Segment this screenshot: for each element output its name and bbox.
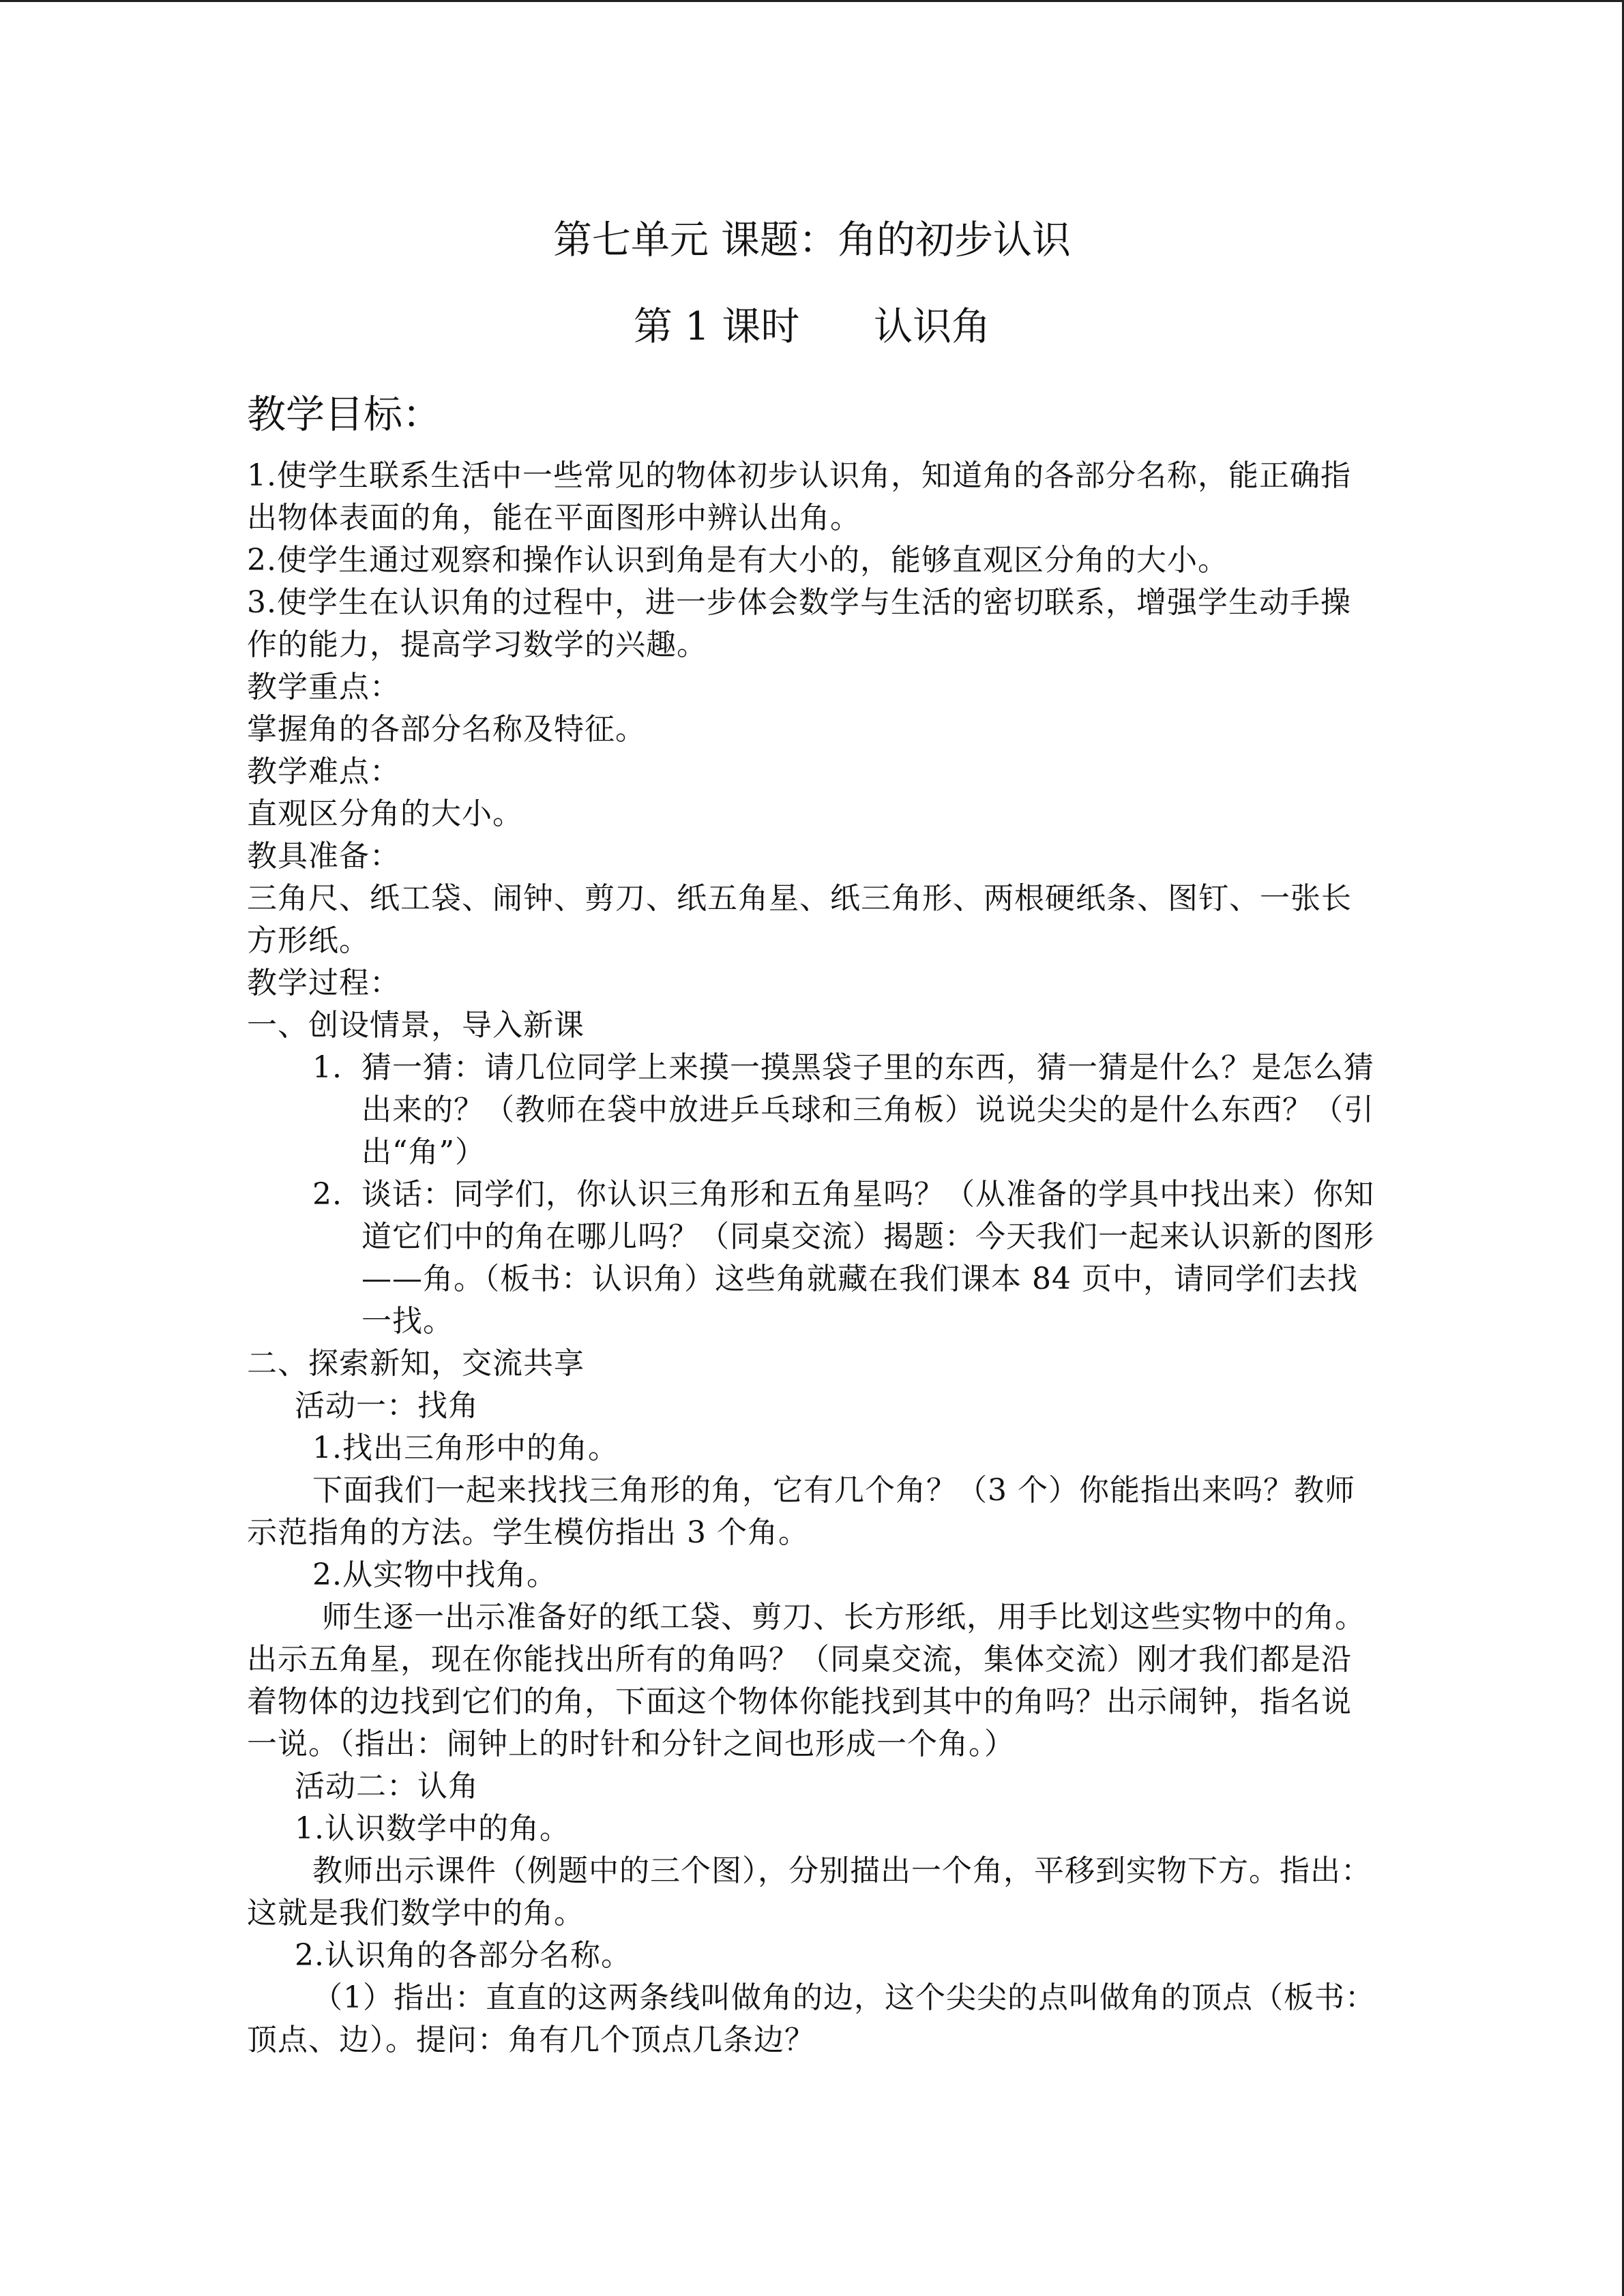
list-item-text: 猜一猜：请几位同学上来摸一摸黑袋子里的东西，猜一猜是什么？是怎么猜出来的？（教师在袋中放进乒乓球和三角板）说说尖尖的是什么东西？（引出“角”） <box>361 1050 1374 1169</box>
activity1-step1: 1.找出三角形中的角。 <box>312 1431 619 1465</box>
page-top-border <box>0 0 1624 2</box>
list-item <box>247 1174 1379 1343</box>
goals-heading: 教学目标： <box>247 392 441 437</box>
activity2-step2-text: （1）指出：直直的这两条线叫做角的边，这个尖尖的点叫做角的顶点（板书：顶点、边）。提问：角有几个顶点几条边？ <box>247 1980 1376 2057</box>
activity2-heading: 活动二：认角 <box>295 1769 479 1804</box>
difficulty-text: 直观区分角的大小。 <box>247 796 523 831</box>
activity2-step2: 2.认识角的各部分名称。 <box>295 1938 632 1973</box>
section2-heading: 二、探索新知，交流共享 <box>247 1346 585 1381</box>
list-item <box>247 1047 1379 1174</box>
page-title: 第七单元 课题：角的初步认识 <box>552 218 1072 263</box>
key-text: 掌握角的各部分名称及特征。 <box>247 712 646 747</box>
activity1-step1-text: 下面我们一起来找找三角形的角，它有几个角？（3 个）你能指出来吗？教师示范指角的方法。学生模仿指出 3 个角。 <box>247 1473 1355 1550</box>
activity2-step1-text: 教师出示课件（例题中的三个图），分别描出一个角，平移到实物下方。指出：这就是我们数学中的角。 <box>247 1853 1372 1930</box>
list-item-text: 谈话：同学们，你认识三角形和五角星吗？（从准备的学具中找出来）你知道它们中的角在哪儿吗？（同桌交流）揭题：今天我们一起来认识新的图形——角。（板书：认识角）这些角就藏在我们课本 84 页中，请同学们去找一找。 <box>361 1177 1374 1339</box>
list-item-number: 2. <box>312 1177 342 1212</box>
goal-item-3: 3.使学生在认识角的过程中，进一步体会数学与生活的密切联系，增强学生动手操作的能力，提高学习数学的兴趣。 <box>247 585 1351 662</box>
goal-item-2: 2.使学生通过观察和操作认识到角是有大小的，能够直观区分角的大小。 <box>247 543 1228 578</box>
activity2-step1: 1.认识数学中的角。 <box>295 1811 570 1846</box>
tools-heading: 教具准备： <box>247 839 400 874</box>
activity1-step2: 2.从实物中找角。 <box>312 1557 557 1592</box>
key-heading: 教学重点： <box>247 670 400 704</box>
goal-item-1: 1.使学生联系生活中一些常见的物体初步认识角，知道角的各部分名称，能正确指出物体表面的角，能在平面图形中辨认出角。 <box>247 458 1351 535</box>
list-item-number: 1. <box>312 1050 342 1085</box>
tools-text: 三角尺、纸工袋、闹钟、剪刀、纸五角星、纸三角形、两根硬纸条、图钉、一张长方形纸。 <box>247 881 1352 958</box>
lesson-title: 第 1 课时 认识角 <box>633 304 991 349</box>
section1-heading: 一、创设情景，导入新课 <box>247 1008 585 1043</box>
activity1-step2-text: 师生逐一出示准备好的纸工袋、剪刀、长方形纸，用手比划这些实物中的角。出示五角星，现在你能找出所有的角吗？（同桌交流，集体交流）刚才我们都是沿着物体的边找到它们的角，下面这个物体你能找到其中的角吗？出示闹钟，指名说一说。（指出：闹钟上的时针和分针之间也形成一个角。） <box>247 1600 1365 1761</box>
document-body <box>247 455 1379 2061</box>
activity1-heading: 活动一：找角 <box>295 1388 479 1423</box>
difficulty-heading: 教学难点： <box>247 754 400 789</box>
section1-list <box>247 1047 1379 1343</box>
process-heading: 教学过程： <box>247 966 400 1000</box>
